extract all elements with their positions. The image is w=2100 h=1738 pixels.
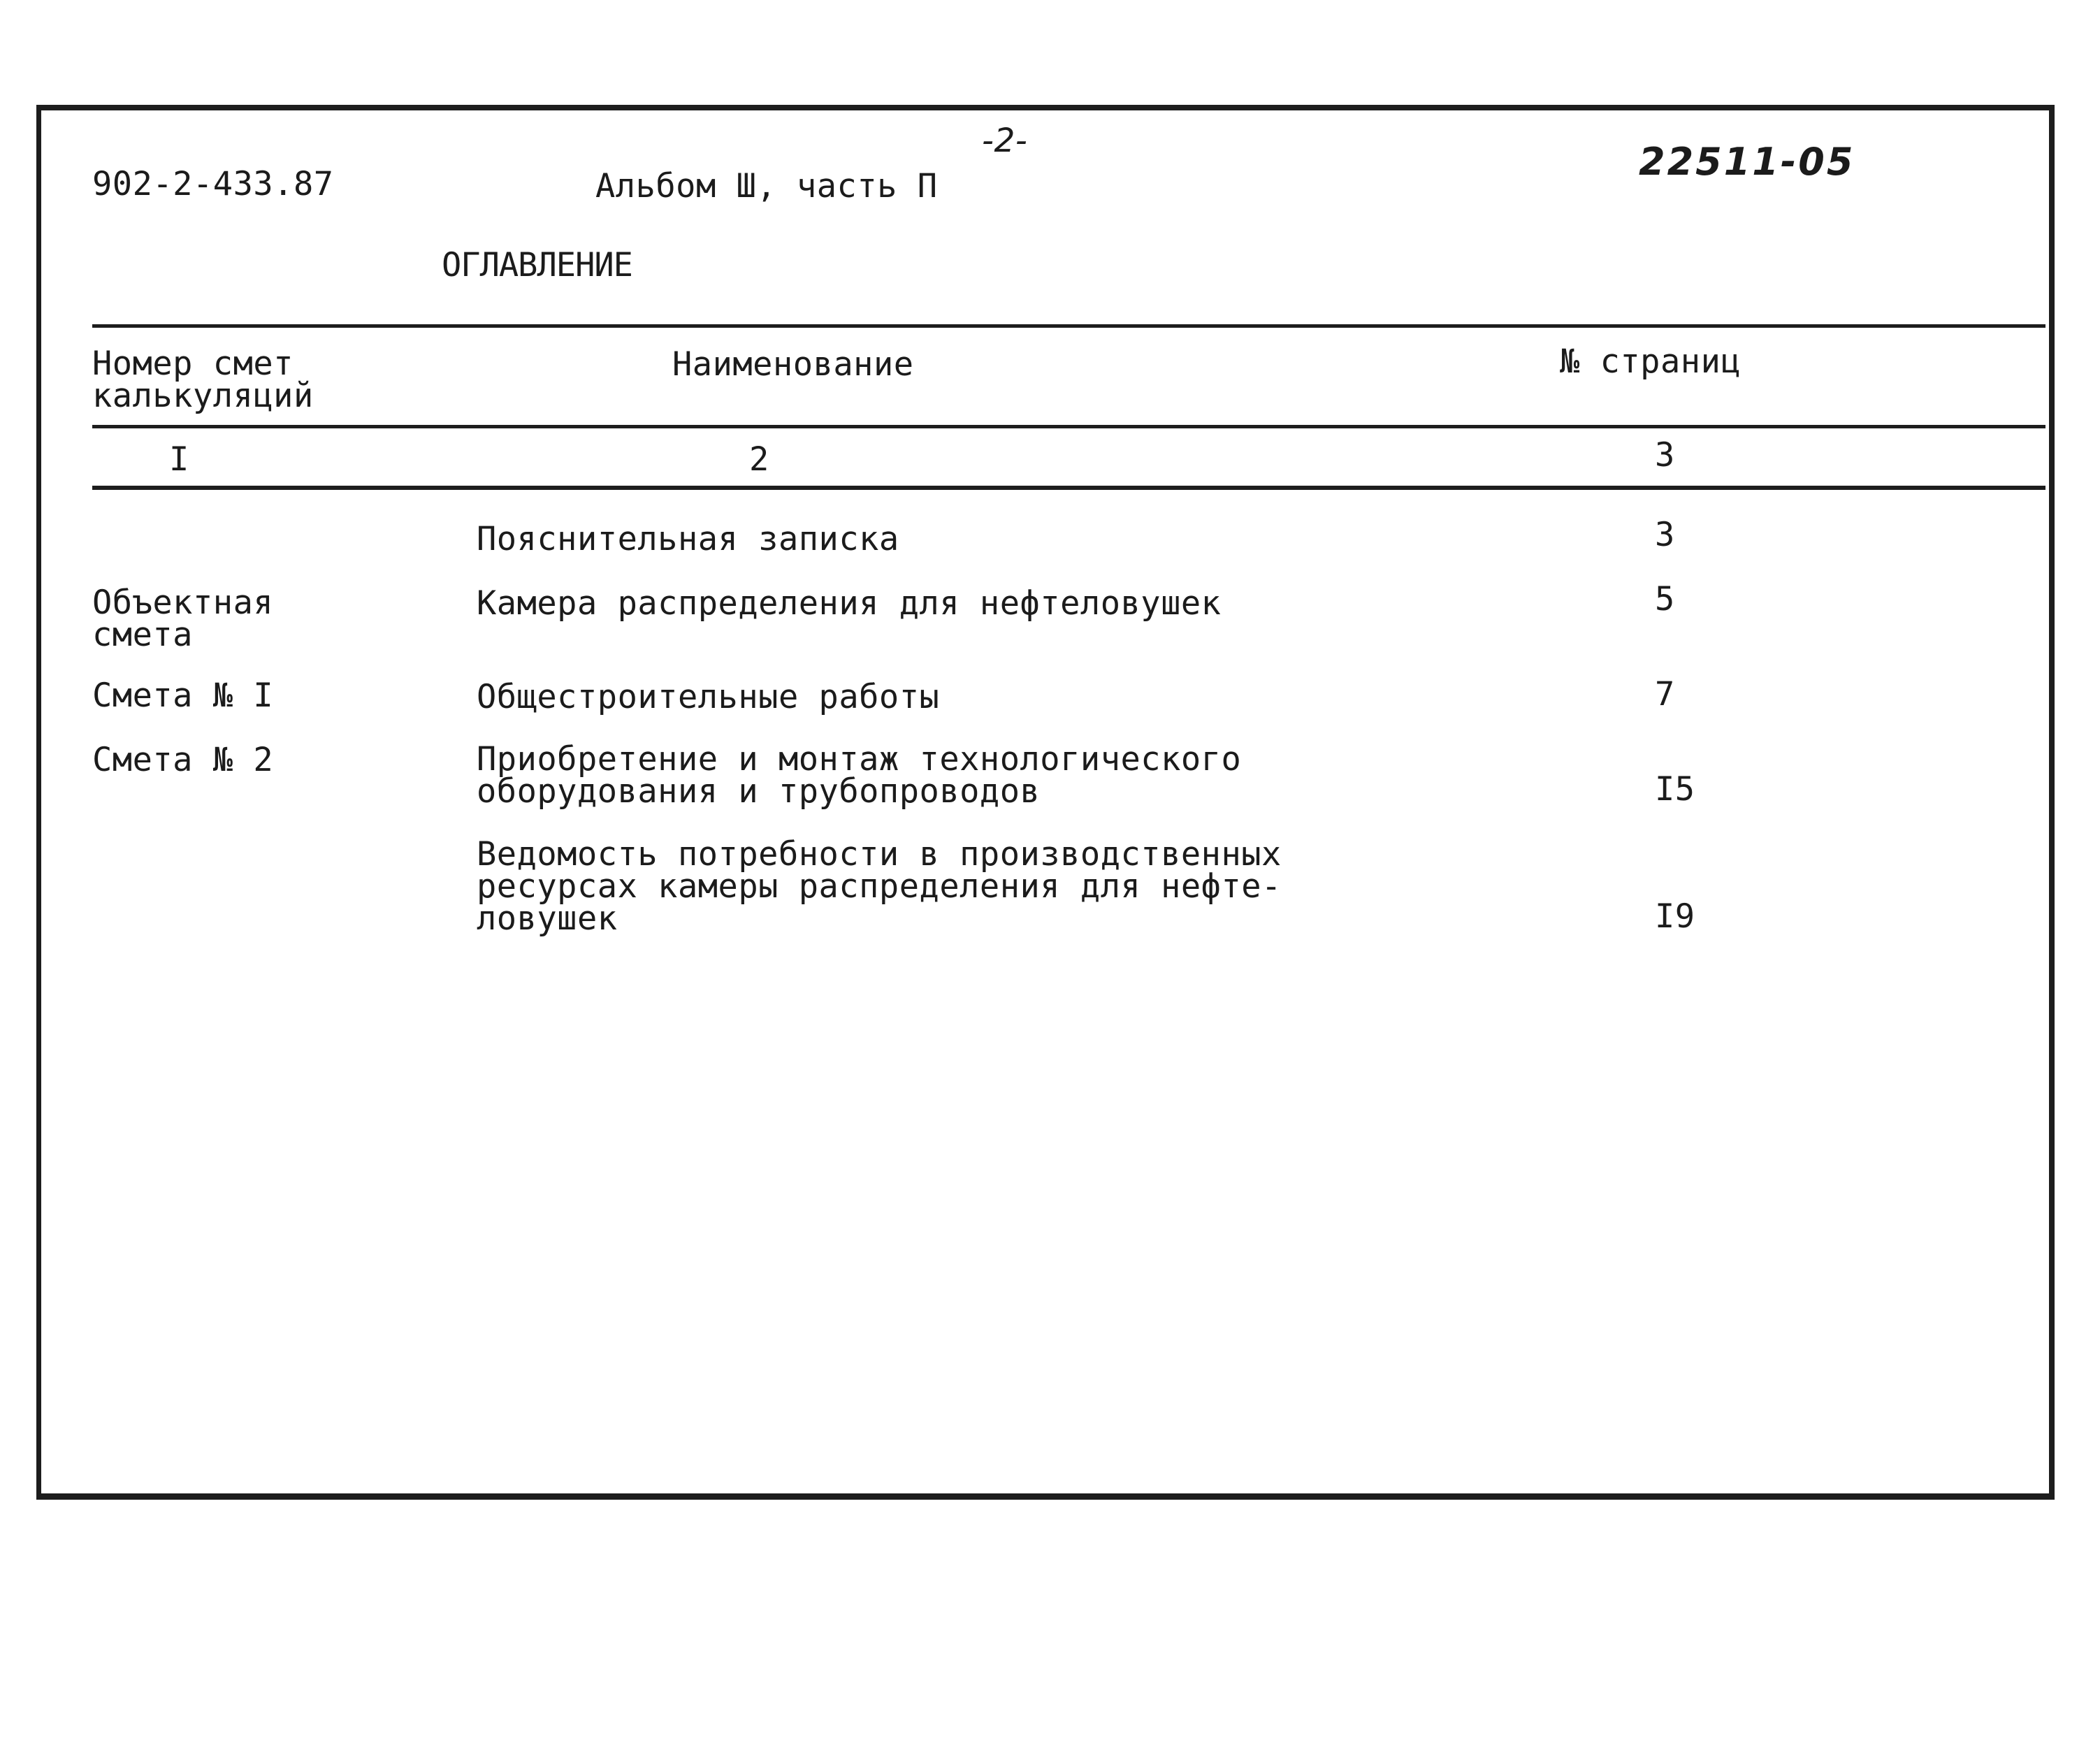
- column-header-name: Наименование: [672, 345, 914, 384]
- inventory-number: 22511-05: [1639, 140, 1855, 184]
- album-label: Альбом Ш, часть П: [595, 167, 938, 205]
- table-row-name: Общестроительные работы: [477, 678, 940, 716]
- page-mark: -2-: [982, 122, 1028, 160]
- table-row-name: Пояснительная записка: [477, 520, 899, 558]
- column-number: I: [169, 440, 189, 479]
- column-number: 3: [1655, 436, 1675, 475]
- doc-number: 902-2-433.87: [92, 165, 334, 203]
- table-row-page: I9: [1655, 897, 1695, 936]
- table-row-code: Объектная смета: [92, 584, 274, 654]
- table-row-name: Ведомость потребности в производственных ресурсах камеры распределения для нефте- ловушек: [477, 835, 1282, 938]
- table-row-code: Смета № I: [92, 676, 274, 715]
- header-bottom-rule: [92, 425, 2045, 428]
- table-row-page: 5: [1655, 580, 1675, 618]
- table-row-page: 7: [1655, 675, 1675, 714]
- table-row-code: Смета № 2: [92, 741, 274, 779]
- table-row-name: Приобретение и монтаж технологического оборудования и трубопроводов: [477, 740, 1242, 811]
- table-top-rule: [92, 324, 2045, 328]
- column-number: 2: [749, 440, 769, 479]
- table-row-page: 3: [1655, 516, 1675, 554]
- column-header-pages: № страниц: [1560, 342, 1741, 381]
- column-header-code: Номер смет калькуляций: [92, 345, 314, 415]
- table-row-name: Камера распределения для нефтеловушек: [477, 584, 1222, 623]
- numbers-bottom-rule: [92, 486, 2045, 490]
- page-title: ОГЛАВЛЕНИЕ: [442, 246, 632, 284]
- table-row-page: I5: [1655, 770, 1695, 809]
